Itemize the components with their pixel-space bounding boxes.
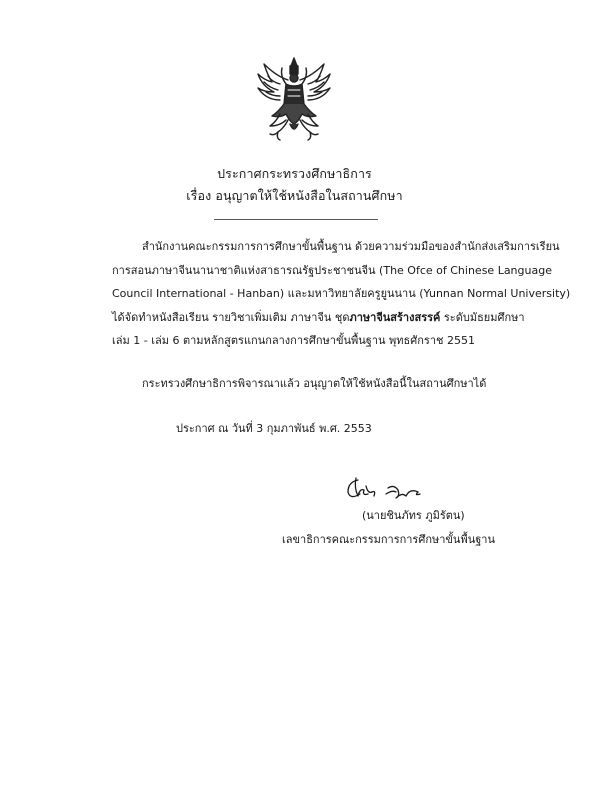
title-divider — [214, 219, 378, 220]
body-line-1: สำนักงานคณะกรรมการการศึกษาขั้นพื้นฐาน ด้วยความร่วมมือของสำนักส่งเสริมการเรียน — [142, 240, 560, 253]
body-line-2: การสอนภาษาจีนนานาชาติแห่งสาธารณรัฐประชาชนจีน (The Ofce of Chinese Language — [112, 263, 552, 277]
approval-statement: กระทรวงศึกษาธิการพิจารณาแล้ว อนุญาตให้ใช้หนังสือนี้ในสถานศึกษาได้ — [142, 377, 487, 390]
body-line-5: เล่ม 1 - เล่ม 6 ตามหลักสูตรแกนกลางการศึกษาขั้นพื้นฐาน พุทธศักราช 2551 — [112, 334, 475, 348]
handwritten-signature — [340, 474, 430, 504]
body-paragraph — [112, 235, 571, 353]
body-line-4 — [112, 306, 536, 330]
body-line-4-post: ระดับมัธยมศึกษา — [440, 310, 525, 324]
signer-name: (นายชินภัทร ภูมิรัตน) — [362, 509, 465, 522]
body-line-4-pre: ได้จัดทำหนังสือเรียน รายวิชาเพิ่มเติม ภาษาจีน ชุด — [112, 310, 350, 324]
garuda-emblem-icon — [250, 54, 338, 144]
body-line-3: Council International - Hanban) และมหาวิทยาลัยครูยูนนาน (Yunnan Normal University) — [112, 287, 571, 301]
announcement-subject: เรื่อง อนุญาตให้ใช้หนังสือในสถานศึกษา — [186, 188, 403, 203]
signer-position: เลขาธิการคณะกรรมการการศึกษาขั้นพื้นฐาน — [282, 533, 495, 546]
announcement-title: ประกาศกระทรวงศึกษาธิการ — [217, 166, 372, 181]
announcement-date: ประกาศ ณ วันที่ 3 กุมภาพันธ์ พ.ศ. 2553 — [176, 422, 372, 435]
series-name: ภาษาจีนสร้างสรรค์ — [349, 310, 441, 324]
